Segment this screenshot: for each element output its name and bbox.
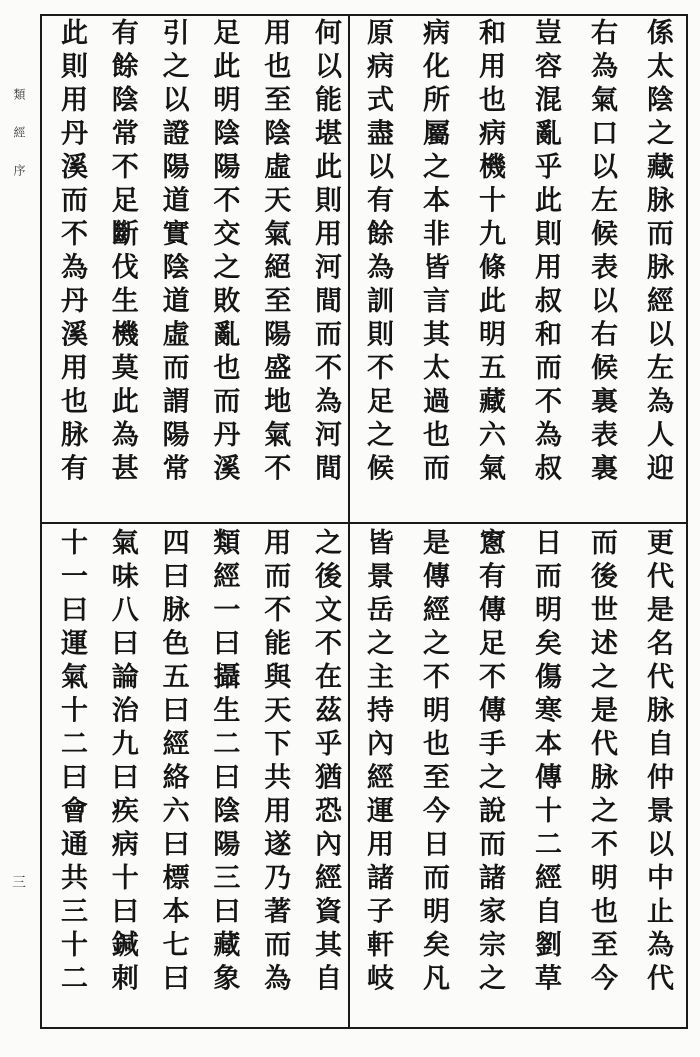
margin-title: 類經序: [12, 88, 26, 202]
text-column: 是傳經之不明也至今日而明矣凡: [418, 528, 449, 997]
text-column: 四曰脉色五曰經絡六曰標本七曰: [157, 528, 189, 997]
text-column: 原病式盡以有餘為訓則不足之候: [362, 18, 393, 487]
text-column: 更代是名代脉自仲景以中止為代: [642, 528, 673, 997]
text-column: 用而不能與天下共用遂乃著而為: [259, 528, 291, 997]
text-column: 有餘陰常不足斷伐生機莫此為甚: [106, 18, 138, 487]
text-column: 日而明矣傷寒本傳十二經自劉草: [530, 528, 561, 997]
text-column: 何以能堪此則用河間而不為河間: [309, 18, 341, 487]
text-column: 係太陰之藏脉而脉經以左為人迎: [642, 18, 673, 487]
text-column: 窻有傳足不傳手之說而諸家宗之: [474, 528, 505, 997]
text-column: 而後世述之是代脉之不明也至今: [586, 528, 617, 997]
panel-bottom-left: [52, 528, 344, 1024]
text-column: 用也至陰虛天氣絕至陽盛地氣不: [259, 18, 291, 487]
horizontal-divider: [40, 522, 688, 524]
text-column: 此則用丹溪而不為丹溪用也脉有: [56, 18, 87, 487]
text-column: 足此明陰陽不交之敗亂也而丹溪: [208, 18, 240, 487]
text-column: 豈容混亂乎此則用叔和而不為叔: [530, 18, 561, 487]
text-column: 氣味八曰論治九曰疾病十曰鍼刺: [106, 528, 138, 997]
text-column: 右為氣口以左候表以右候裏表裏: [586, 18, 617, 487]
panel-top-left: [52, 18, 344, 518]
text-column: 類經一曰攝生二曰陰陽三曰藏象: [208, 528, 240, 997]
text-column: 之後文不在茲乎猶恐內經資其自: [309, 528, 341, 997]
panel-top-right: [358, 18, 676, 518]
text-column: 引之以證陽道實陰道虛而謂陽常: [157, 18, 189, 487]
text-column: 和用也病機十九條此明五藏六氣: [474, 18, 505, 487]
page-number: 三: [12, 875, 26, 891]
text-column: 十一曰運氣十二曰會通共三十二: [56, 528, 87, 997]
text-column: 病化所屬之本非皆言其太過也而: [418, 18, 449, 487]
text-column: 皆景岳之主持內經運用諸子軒岐: [362, 528, 393, 997]
panel-bottom-right: [358, 528, 676, 1024]
